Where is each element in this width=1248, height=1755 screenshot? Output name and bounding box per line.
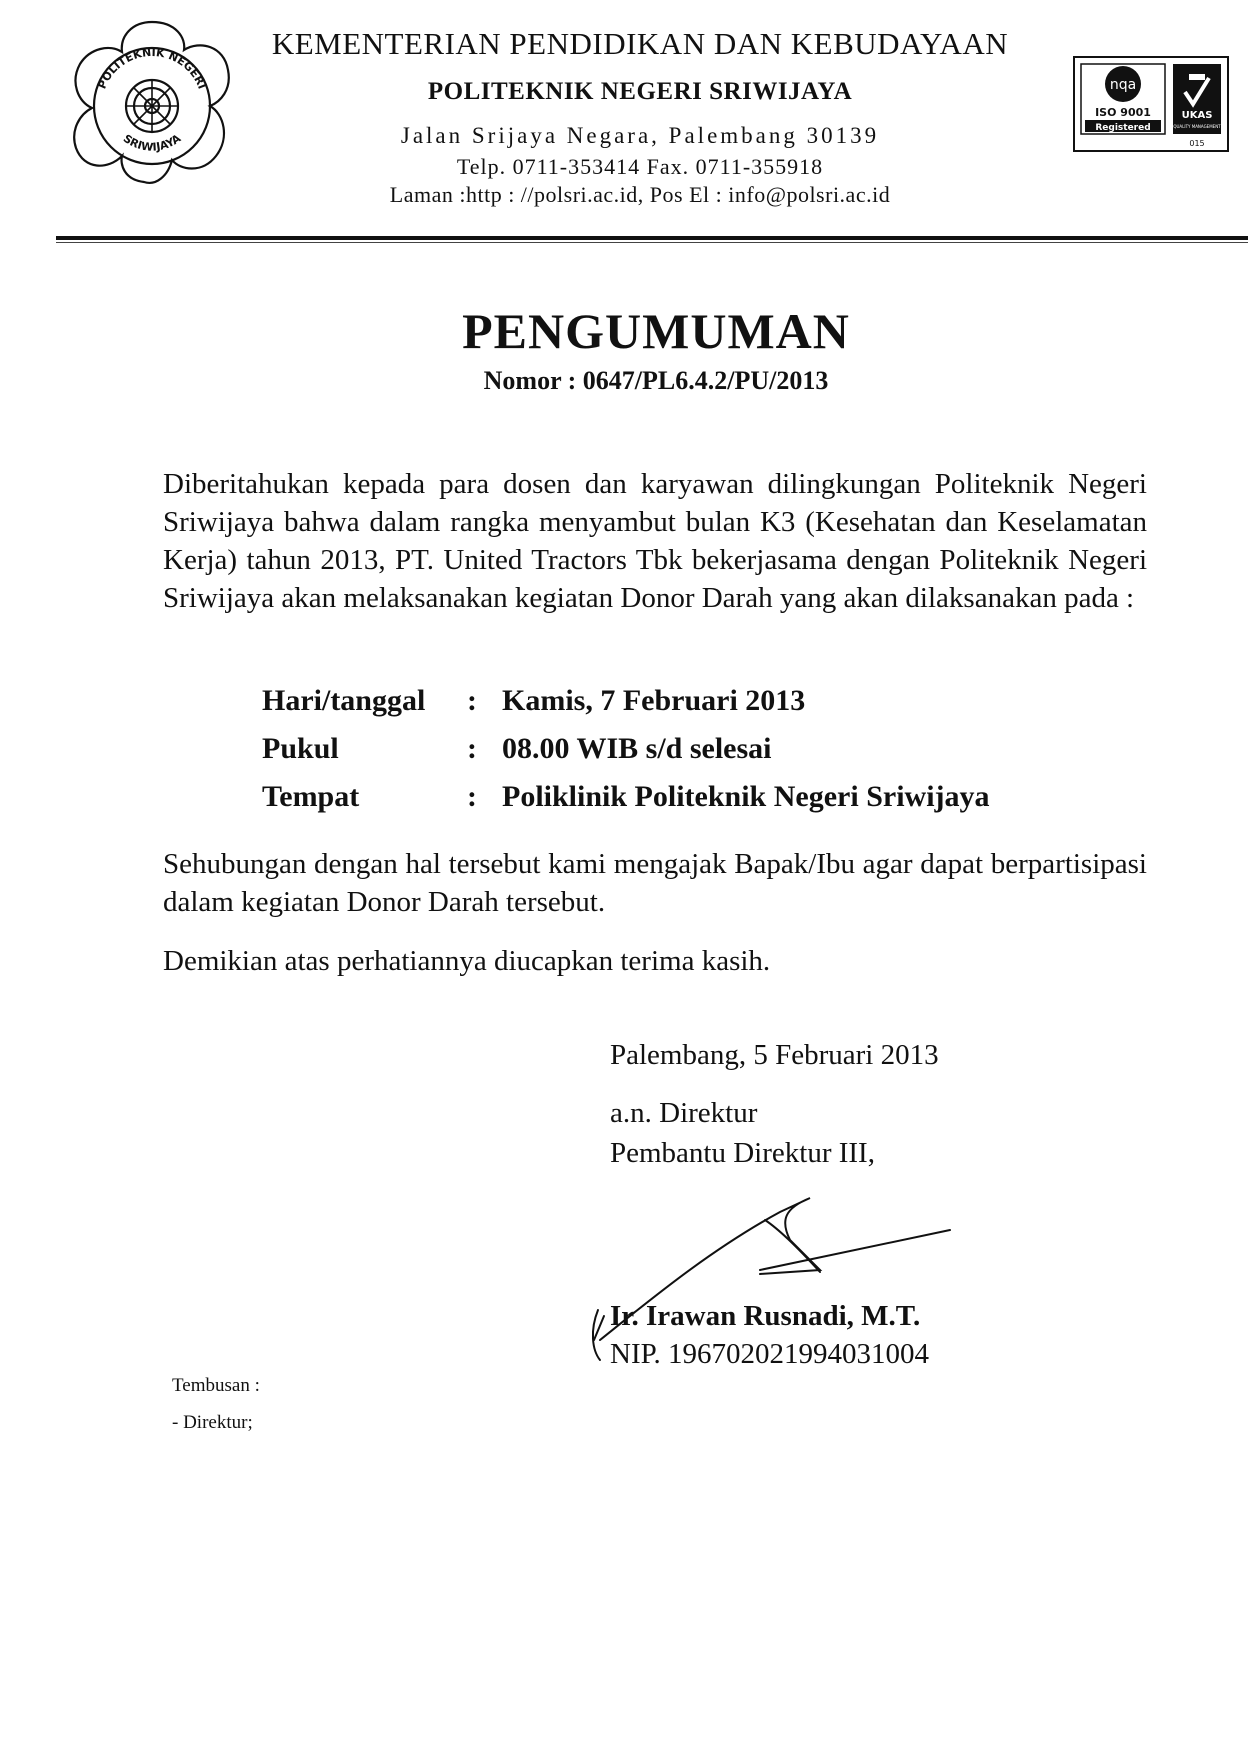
copies-label: Tembusan :: [172, 1375, 260, 1396]
signature-place-date: Palembang, 5 Februari 2013: [610, 1039, 939, 1071]
signature-position: Pembantu Direktur III,: [610, 1137, 875, 1169]
document-title: PENGUMUMAN: [462, 303, 850, 359]
ministry-name: KEMENTERIAN PENDIDIKAN DAN KEBUDAYAAN: [271, 26, 1009, 61]
institution-web: Laman :http : //polsri.ac.id, Pos El : info@polsri.ac.id: [389, 182, 891, 207]
cert-registered: Registered: [1095, 123, 1151, 133]
intro-paragraph: Diberitahukan kepada para dosen dan karyawan dilingkungan Politeknik Negeri Sriwijaya bahwa dalam rangka menyambut bulan K3 (Kesehatan dan Keselamatan Kerja) tahun 2013, PT. United Tractors Tbk bekerjasama dengan Politeknik Negeri Sriwijaya akan melaksanakan kegiatan Donor Darah yang akan dilaksanakan pada :: [163, 468, 1147, 614]
detail-label: Pukul: [262, 732, 339, 765]
detail-value: Kamis, 7 Februari 2013: [502, 684, 806, 717]
cert-body: UKAS: [1181, 110, 1213, 121]
letterhead-divider-thin: [56, 242, 1248, 243]
signatory-name: Ir. Irawan Rusnadi, M.T.: [610, 1300, 921, 1332]
letterhead-divider: [56, 236, 1248, 240]
cert-code: 015: [1189, 139, 1205, 148]
detail-value: Poliklinik Politeknik Negeri Sriwijaya: [502, 780, 990, 813]
detail-separator: :: [467, 780, 477, 813]
svg-text:POLITEKNIK NEGERI: POLITEKNIK NEGERI: [95, 45, 209, 91]
institution-address: Jalan Srijaya Negara, Palembang 30139: [400, 123, 880, 148]
institution-name: POLITEKNIK NEGERI SRIWIJAYA: [427, 78, 853, 105]
detail-separator: :: [467, 732, 477, 765]
svg-text:SRIWIJAYA: SRIWIJAYA: [120, 131, 184, 154]
certification-badge: [1073, 56, 1229, 152]
copies-item: - Direktur;: [172, 1412, 253, 1433]
detail-label: Hari/tanggal: [262, 684, 426, 717]
document-number: Nomor : 0647/PL6.4.2/PU/2013: [483, 366, 829, 395]
cert-body-sub: QUALITY MANAGEMENT: [1173, 124, 1221, 129]
closing-paragraph: Sehubungan dengan hal tersebut kami mengajak Bapak/Ibu agar dapat berpartisipasi dalam kegiatan Donor Darah tersebut.: [163, 848, 1147, 918]
detail-value: 08.00 WIB s/d selesai: [502, 732, 772, 765]
signatory-nip: NIP. 196702021994031004: [610, 1338, 930, 1370]
cert-mark: nqa: [1109, 77, 1137, 93]
institution-phone: Telp. 0711-353414 Fax. 0711-355918: [456, 154, 824, 179]
detail-separator: :: [467, 684, 477, 717]
cert-standard: ISO 9001: [1095, 106, 1151, 119]
detail-label: Tempat: [262, 780, 360, 813]
thanks-line: Demikian atas perhatiannya diucapkan terima kasih.: [163, 945, 771, 977]
institution-logo: [64, 14, 240, 190]
signature-on-behalf: a.n. Direktur: [610, 1097, 758, 1129]
